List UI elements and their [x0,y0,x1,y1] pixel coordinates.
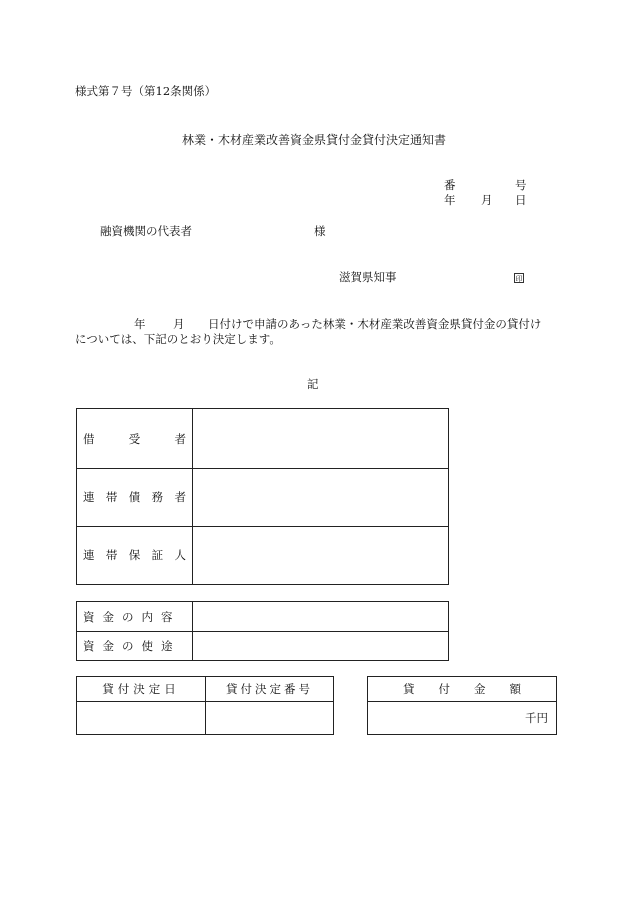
addressee-label: 融資機関の代表者 [100,224,192,238]
issuer-seal [514,272,524,284]
fund-purpose-value[interactable] [197,631,444,660]
joint-guarantor-label [83,526,186,584]
document-title: 林業・木材産業改善資金県貸付金貸付決定通知書 [182,133,447,147]
label-char: 証 [151,548,164,562]
joint-debtor-value[interactable] [197,468,444,526]
body-date-year: 年 [134,317,146,331]
parties-divider [192,409,193,584]
decision-date-header: 貸付決定日 [102,682,180,696]
ref-date-year: 年 [444,193,456,207]
borrower-label [83,409,186,468]
joint-debtor-label [83,468,186,526]
label-char: 連 [83,548,95,562]
decision-date-value[interactable] [77,702,205,734]
label-char: 者 [174,490,186,504]
ref-number-label: 番 [444,178,456,192]
label-char: 連 [83,490,95,504]
body-line2: については、下記のとおり決定します。 [75,332,281,346]
borrower-value[interactable] [197,409,444,468]
ref-date-day: 日 [515,193,527,207]
decision-table [76,676,334,735]
label-char: 帯 [105,490,118,504]
fund-content-label: 資金の内容 [83,609,181,624]
decision-number-value[interactable] [206,702,333,734]
seal-mark: 印 [515,275,523,283]
label-char: 者 [174,431,186,446]
form-number: 様式第７号（第12条関係） [75,84,217,98]
body-date-month: 月 [173,317,185,331]
label-char: 受 [128,431,141,446]
fund-table [76,601,449,661]
note-heading: 記 [307,377,319,391]
addressee-honorific: 様 [314,224,326,238]
body-line1: 日付けで申請のあった林業・木材産業改善資金県貸付金の貸付け [208,317,542,331]
label-char: 務 [151,490,164,504]
amount-header: 貸付金額 [403,682,545,696]
fund-content-value[interactable] [197,602,444,631]
joint-guarantor-value[interactable] [197,526,444,584]
label-char: 帯 [105,548,118,562]
issuer-title: 滋賀県知事 [339,270,397,284]
decision-number-header: 貸付決定番号 [226,682,313,696]
label-char: 人 [174,548,186,562]
ref-date-month: 月 [481,193,493,207]
label-char: 債 [128,490,141,504]
fund-purpose-label: 資金の使途 [83,638,181,653]
amount-table [367,676,557,735]
label-char: 保 [128,548,141,562]
ref-number-suffix: 号 [515,178,527,192]
parties-table [76,408,449,585]
label-char: 借 [83,431,95,446]
amount-unit[interactable]: 千円 [525,711,548,725]
